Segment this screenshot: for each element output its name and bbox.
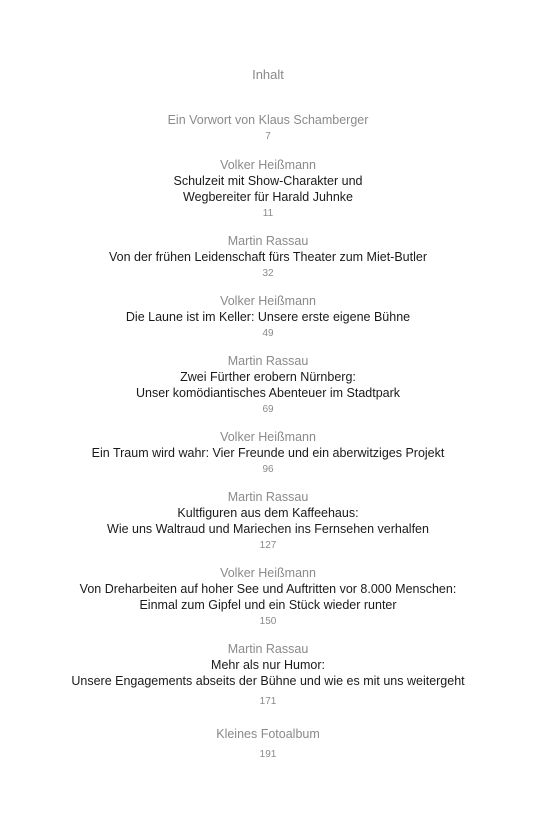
entry-page-number: 7 <box>265 131 271 142</box>
entry-page-number: 127 <box>259 540 277 551</box>
toc-entry-photo-album <box>0 726 536 762</box>
entry-author: Kleines Fotoalbum <box>216 727 320 741</box>
toc-entry <box>0 293 536 341</box>
entry-page-number: 69 <box>262 404 274 415</box>
entry-title-line: Mehr als nur Humor: <box>211 658 325 672</box>
toc-entry <box>0 429 536 477</box>
entry-page-number: 11 <box>262 208 274 219</box>
entry-title-line: Wegbereiter für Harald Juhnke <box>183 190 353 204</box>
entry-title-line: Kultfiguren aus dem Kaffeehaus: <box>177 506 359 520</box>
entry-author: Ein Vorwort von Klaus Schamberger <box>167 113 369 127</box>
toc-entry <box>0 565 536 629</box>
toc-entry <box>0 641 536 709</box>
toc-entry <box>0 489 536 553</box>
entry-author: Martin Rassau <box>227 490 309 504</box>
entry-title-line: Unsere Engagements abseits der Bühne und wie es mit uns weitergeht <box>71 674 465 688</box>
entry-title-line: Von der frühen Leidenschaft fürs Theater zum Miet-Butler <box>109 250 427 264</box>
toc-heading: Inhalt <box>252 67 284 82</box>
entry-title-line: Zwei Fürther erobern Nürnberg: <box>180 370 356 384</box>
entry-page-number: 96 <box>262 464 274 475</box>
entry-title-line: Einmal zum Gipfel und ein Stück wieder runter <box>139 598 397 612</box>
toc-entry-foreword <box>0 112 536 144</box>
toc-entry <box>0 233 536 281</box>
toc-entry <box>0 353 536 417</box>
entry-author: Volker Heißmann <box>220 430 316 444</box>
toc-entry <box>0 157 536 221</box>
entry-page-number: 49 <box>262 328 274 339</box>
entry-title-line: Unser komödiantisches Abenteuer im Stadtpark <box>135 386 401 400</box>
entry-page-number: 150 <box>259 616 277 627</box>
entry-title-line: Ein Traum wird wahr: Vier Freunde und ein aberwitziges Projekt <box>91 446 445 460</box>
entry-page-number: 171 <box>259 696 277 707</box>
entry-author: Volker Heißmann <box>220 566 316 580</box>
entry-page-number: 191 <box>259 749 277 760</box>
entry-title-line: Wie uns Waltraud und Mariechen ins Fernsehen verhalfen <box>107 522 429 536</box>
entry-author: Martin Rassau <box>227 234 309 248</box>
entry-title-line: Schulzeit mit Show-Charakter und <box>173 174 363 188</box>
entry-title-line: Die Laune ist im Keller: Unsere erste eigene Bühne <box>125 310 411 324</box>
entry-author: Volker Heißmann <box>220 158 316 172</box>
entry-author: Martin Rassau <box>227 354 309 368</box>
entry-page-number: 32 <box>262 268 274 279</box>
entry-title-line: Von Dreharbeiten auf hoher See und Auftritten vor 8.000 Menschen: <box>79 582 457 596</box>
entry-author: Martin Rassau <box>227 642 309 656</box>
entry-author: Volker Heißmann <box>220 294 316 308</box>
